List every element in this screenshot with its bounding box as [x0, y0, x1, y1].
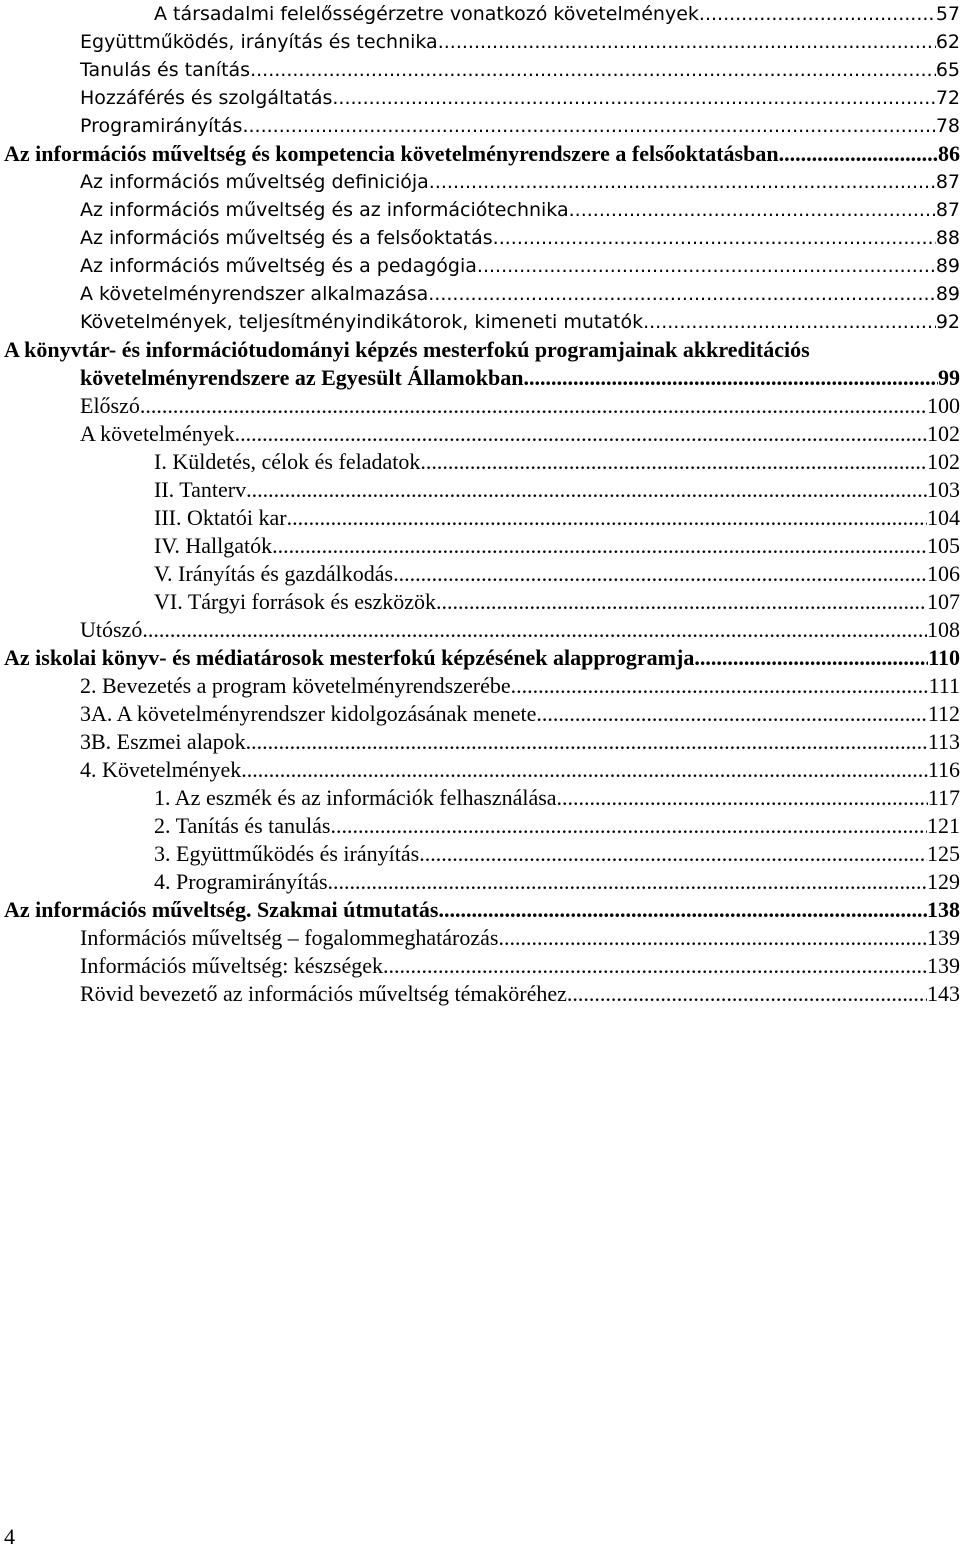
toc-entry[interactable]	[4, 672, 960, 700]
page-number: 4	[4, 1524, 15, 1549]
toc-entry-title: Utószó	[80, 617, 143, 642]
toc-entry-title: III. Oktatói kar	[154, 505, 287, 530]
toc-page-number: 87	[935, 171, 960, 193]
toc-page-number: 113	[927, 729, 960, 754]
toc-dot-leader	[246, 728, 928, 756]
toc-page-number: 111	[928, 673, 960, 698]
toc-entry[interactable]	[4, 756, 960, 784]
toc-entry[interactable]	[4, 868, 960, 896]
toc-entry-title: A társadalmi felelősségérzetre vonatkozó követelmények	[154, 3, 699, 25]
toc-dot-leader	[272, 532, 927, 560]
toc-entry-title: IV. Hallgatók	[154, 533, 273, 558]
toc-page-number: 104	[927, 505, 960, 530]
toc-page-number: 62	[935, 31, 960, 53]
toc-page-number: 125	[927, 841, 960, 866]
toc-dot-leader	[241, 756, 928, 784]
toc-entry[interactable]	[4, 196, 960, 224]
toc-entry-title: V. Irányítás és gazdálkodás	[154, 561, 394, 586]
toc-entry-title: II. Tanterv	[154, 477, 247, 502]
toc-dot-leader	[140, 392, 927, 420]
toc-entry-title: Az információs műveltség és kompetencia követelményrendszere a felsőoktatásban	[4, 141, 779, 166]
toc-dot-leader	[477, 252, 936, 280]
toc-dot-leader	[287, 504, 927, 532]
toc-dot-leader	[557, 784, 928, 812]
toc-dot-leader	[436, 588, 927, 616]
toc-page-number: 103	[927, 477, 960, 502]
toc-entry[interactable]	[4, 616, 960, 644]
toc-entry[interactable]	[4, 588, 960, 616]
toc-dot-leader	[699, 0, 936, 28]
toc-entry[interactable]	[4, 420, 960, 448]
toc-entry[interactable]	[4, 308, 960, 336]
toc-page-number: 108	[927, 617, 960, 642]
toc-entry[interactable]	[4, 728, 960, 756]
toc-entry-title: A könyvtár- és információtudományi képzés mesterfokú programjainak akkreditációs	[4, 337, 810, 362]
toc-dot-leader	[498, 924, 927, 952]
toc-entry-title: Az információs műveltség és az információtechnika	[80, 199, 569, 221]
toc-entry-title: Az információs műveltség definiciója	[80, 171, 429, 193]
toc-page-number: 129	[927, 869, 960, 894]
toc-dot-leader	[438, 896, 927, 924]
toc-entry[interactable]	[4, 896, 960, 924]
toc-page-number: 105	[927, 533, 960, 558]
toc-dot-leader	[511, 672, 929, 700]
toc-entry[interactable]	[4, 336, 960, 392]
toc-dot-leader	[419, 840, 927, 868]
toc-page-number: 117	[927, 785, 960, 810]
toc-page-number: 143	[927, 981, 960, 1006]
toc-page-number: 112	[927, 701, 960, 726]
toc-entry[interactable]	[4, 644, 960, 672]
toc-page-number: 86	[938, 141, 960, 166]
toc-entry[interactable]	[4, 84, 960, 112]
toc-page-number: 107	[927, 589, 960, 614]
toc-entry[interactable]	[4, 448, 960, 476]
toc-page-number: 100	[927, 393, 960, 418]
toc-page-number: 139	[927, 953, 960, 978]
toc-dot-leader	[779, 140, 938, 168]
toc-entry-title: 1. Az eszmék és az információk felhasználása	[154, 785, 557, 810]
toc-entry[interactable]	[4, 0, 960, 28]
toc-entry[interactable]	[4, 140, 960, 168]
toc-dot-leader	[242, 112, 935, 140]
toc-entry-title: 3A. A követelményrendszer kidolgozásának menete	[80, 701, 537, 726]
toc-page-number: 116	[927, 757, 960, 782]
toc-entry-title: 4. Programirányítás	[154, 869, 328, 894]
toc-entry[interactable]	[4, 392, 960, 420]
toc-entry-title: Az információs műveltség. Szakmai útmutatás	[4, 897, 439, 922]
toc-entry-title: Információs műveltség: készségek	[80, 953, 384, 978]
toc-entry[interactable]	[4, 504, 960, 532]
toc-entry[interactable]	[4, 980, 960, 1008]
toc-dot-leader	[523, 364, 938, 392]
table-of-contents	[4, 0, 960, 1008]
toc-entry[interactable]	[4, 560, 960, 588]
toc-page-number: 89	[935, 255, 960, 277]
toc-entry[interactable]	[4, 840, 960, 868]
toc-dot-leader	[250, 56, 936, 84]
toc-entry-title: Az iskolai könyv- és médiatárosok mesterfokú képzésének alapprogramja	[4, 645, 695, 670]
toc-entry-title: Hozzáférés és szolgáltatás	[80, 87, 333, 109]
toc-entry[interactable]	[4, 924, 960, 952]
toc-dot-leader	[643, 308, 936, 336]
toc-entry-title: Információs műveltség – fogalommeghatározás	[80, 925, 499, 950]
toc-page-number: 92	[935, 311, 960, 333]
toc-dot-leader	[383, 952, 927, 980]
toc-dot-leader	[328, 868, 927, 896]
toc-entry[interactable]	[4, 280, 960, 308]
toc-entry-title: A követelményrendszer alkalmazása	[80, 283, 429, 305]
toc-entry[interactable]	[4, 28, 960, 56]
toc-entry[interactable]	[4, 476, 960, 504]
toc-page-number: 138	[927, 897, 960, 922]
toc-entry[interactable]	[4, 532, 960, 560]
toc-entry-title: Követelmények, teljesítményindikátorok, kimeneti mutatók	[80, 311, 644, 333]
toc-entry-title: Előszó	[80, 393, 140, 418]
toc-entry-title: Együttműködés, irányítás és technika	[80, 31, 438, 53]
toc-page-number: 121	[927, 813, 960, 838]
toc-page-number: 102	[927, 449, 960, 474]
toc-entry[interactable]	[4, 952, 960, 980]
toc-entry-title-continued: követelményrendszere az Egyesült Államokban	[80, 365, 524, 390]
toc-entry-title: Az információs műveltség és a pedagógia	[80, 255, 477, 277]
toc-dot-leader	[429, 168, 936, 196]
toc-dot-leader	[536, 700, 927, 728]
toc-entry[interactable]	[4, 812, 960, 840]
toc-dot-leader	[235, 420, 927, 448]
toc-entry-title: Programirányítás	[80, 115, 243, 137]
toc-entry-title: I. Küldetés, célok és feladatok	[154, 449, 421, 474]
toc-entry-title: VI. Tárgyi források és eszközök	[154, 589, 437, 614]
toc-entry[interactable]	[4, 112, 960, 140]
toc-entry-title: 3B. Eszmei alapok	[80, 729, 246, 754]
toc-page-number: 106	[927, 561, 960, 586]
toc-entry-title: 3. Együttműködés és irányítás	[154, 841, 420, 866]
toc-entry-title: 2. Tanítás és tanulás	[154, 813, 331, 838]
toc-dot-leader	[142, 616, 927, 644]
toc-entry-title: Rövid bevezető az információs műveltség témaköréhez	[80, 981, 567, 1006]
toc-page-number: 57	[935, 3, 960, 25]
toc-dot-leader	[393, 560, 927, 588]
toc-dot-leader	[428, 280, 936, 308]
toc-page-number: 88	[935, 227, 960, 249]
toc-entry-title: 2. Bevezetés a program követelményrendszerébe	[80, 673, 511, 698]
toc-page-number: 110	[928, 645, 960, 670]
toc-dot-leader	[493, 224, 936, 252]
toc-dot-leader	[694, 644, 928, 672]
toc-entry[interactable]	[4, 252, 960, 280]
toc-dot-leader	[567, 980, 927, 1008]
toc-entry[interactable]	[4, 168, 960, 196]
toc-dot-leader	[330, 812, 927, 840]
toc-dot-leader	[246, 476, 927, 504]
toc-dot-leader	[420, 448, 927, 476]
toc-entry-title: 4. Követelmények	[80, 757, 242, 782]
toc-entry-title: Az információs műveltség és a felsőoktatás	[80, 227, 493, 249]
toc-entry-title: Tanulás és tanítás	[80, 59, 251, 81]
toc-page-number: 89	[935, 283, 960, 305]
toc-entry[interactable]	[4, 56, 960, 84]
toc-dot-leader	[569, 196, 936, 224]
toc-entry[interactable]	[4, 784, 960, 812]
toc-entry[interactable]	[4, 224, 960, 252]
toc-page-number: 99	[938, 365, 960, 390]
toc-entry-title: A követelmények	[80, 421, 235, 446]
toc-entry[interactable]	[4, 700, 960, 728]
toc-dot-leader	[332, 84, 935, 112]
toc-page-number: 87	[935, 199, 960, 221]
toc-page-number: 102	[927, 421, 960, 446]
toc-page-number: 139	[927, 925, 960, 950]
toc-page-number: 72	[935, 87, 960, 109]
toc-page-number: 78	[935, 115, 960, 137]
toc-dot-leader	[438, 28, 936, 56]
toc-page-number: 65	[935, 59, 960, 81]
